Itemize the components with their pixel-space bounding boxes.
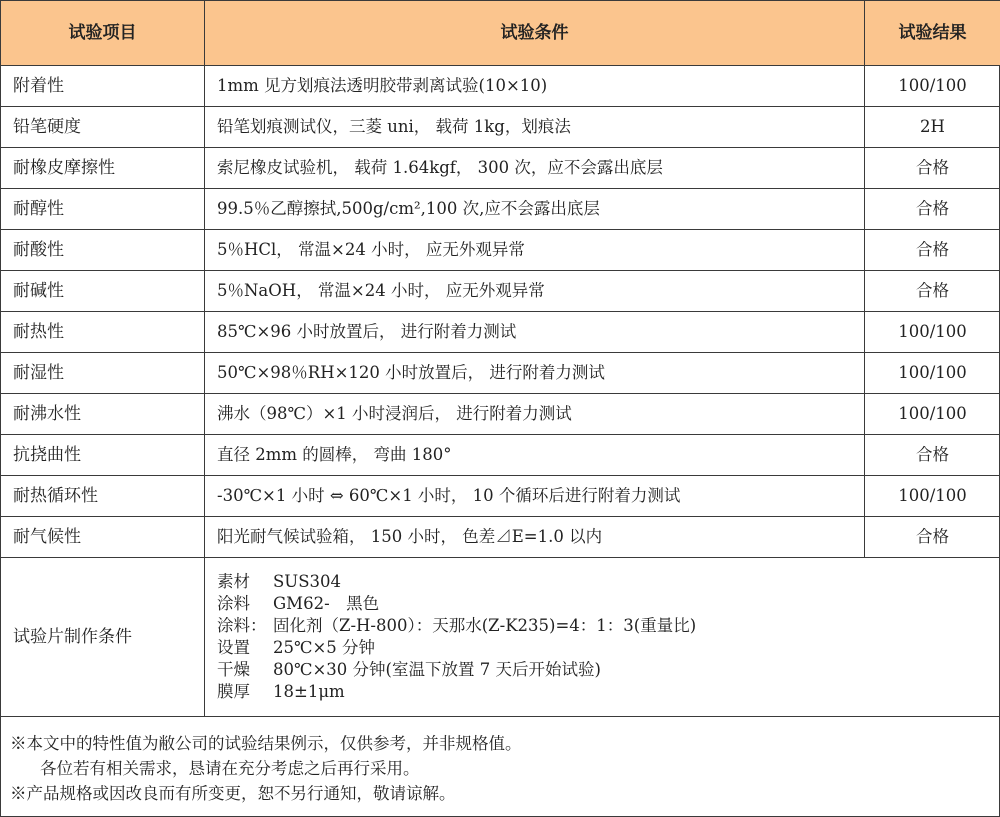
test-result-cell: 合格 xyxy=(865,189,1000,230)
test-item-cell: 耐酸性 xyxy=(1,230,205,271)
test-result-cell: 合格 xyxy=(865,517,1000,558)
header-test-item: 试验项目 xyxy=(1,1,205,66)
specimen-prep-conditions xyxy=(205,558,1000,717)
prep-line xyxy=(217,659,1000,681)
test-condition-cell: 阳光耐气候试验箱， 150 小时， 色差⊿E=1.0 以内 xyxy=(205,517,865,558)
specimen-prep-row xyxy=(1,558,1000,717)
prep-label: 干燥 xyxy=(217,660,250,679)
prep-value: 25℃×5 分钟 xyxy=(273,638,376,657)
test-condition-cell: 沸水（98℃）×1 小时浸润后， 进行附着力测试 xyxy=(205,394,865,435)
test-condition-cell: 50℃×98％RH×120 小时放置后， 进行附着力测试 xyxy=(205,353,865,394)
test-item-cell: 耐醇性 xyxy=(1,189,205,230)
table-row xyxy=(1,230,1000,271)
prep-line xyxy=(217,571,1000,593)
prep-value: 18±1μm xyxy=(273,682,345,701)
prep-value: GM62- 黑色 xyxy=(273,594,380,613)
test-condition-cell: -30℃×1 小时 ⇔ 60℃×1 小时， 10 个循环后进行附着力测试 xyxy=(205,476,865,517)
table-header-row xyxy=(1,1,1000,66)
test-item-cell: 耐热循环性 xyxy=(1,476,205,517)
test-item-cell: 耐热性 xyxy=(1,312,205,353)
test-item-cell: 抗挠曲性 xyxy=(1,435,205,476)
prep-value: 固化剂（Z-H-800）：天那水(Z-K235)=4：1：3(重量比) xyxy=(273,616,697,635)
test-result-cell: 100/100 xyxy=(865,312,1000,353)
test-result-cell: 100/100 xyxy=(865,66,1000,107)
disclaimer-notes xyxy=(0,718,1000,817)
note-line: 各位若有相关需求，恳请在充分考虑之后再行采用。 xyxy=(40,759,420,778)
table-row xyxy=(1,353,1000,394)
table-row xyxy=(1,189,1000,230)
test-result-cell: 100/100 xyxy=(865,394,1000,435)
table-row xyxy=(1,394,1000,435)
test-condition-cell: 索尼橡皮试验机， 载荷 1.64kgf， 300 次，应不会露出底层 xyxy=(205,148,865,189)
test-result-cell: 合格 xyxy=(865,230,1000,271)
test-result-cell: 100/100 xyxy=(865,476,1000,517)
test-result-cell: 合格 xyxy=(865,435,1000,476)
prep-label: 设置 xyxy=(217,638,250,657)
test-result-cell: 合格 xyxy=(865,271,1000,312)
test-item-cell: 耐湿性 xyxy=(1,353,205,394)
prep-label: 涂料： xyxy=(217,616,267,635)
test-condition-cell: 5％NaOH， 常温×24 小时， 应无外观异常 xyxy=(205,271,865,312)
prep-label: 素材 xyxy=(217,572,250,591)
prep-line xyxy=(217,637,1000,659)
table-row xyxy=(1,148,1000,189)
test-item-cell: 耐气候性 xyxy=(1,517,205,558)
prep-value: 80℃×30 分钟(室温下放置 7 天后开始试验) xyxy=(273,660,601,679)
prep-label: 膜厚 xyxy=(217,682,250,701)
table-row xyxy=(1,312,1000,353)
prep-value: SUS304 xyxy=(273,572,342,591)
header-test-condition: 试验条件 xyxy=(205,1,865,66)
table-row xyxy=(1,517,1000,558)
test-item-cell: 耐沸水性 xyxy=(1,394,205,435)
note-line: ※产品规格或因改良而有所变更，恕不另行通知，敬请谅解。 xyxy=(10,784,456,803)
header-test-result: 试验结果 xyxy=(865,1,1000,66)
test-condition-cell: 85℃×96 小时放置后， 进行附着力测试 xyxy=(205,312,865,353)
test-condition-cell: 99.5％乙醇擦拭,500g/cm²,100 次,应不会露出底层 xyxy=(205,189,865,230)
prep-line xyxy=(217,615,1000,637)
prep-label: 涂料 xyxy=(217,594,250,613)
table-row xyxy=(1,271,1000,312)
test-result-cell: 2H xyxy=(865,107,1000,148)
test-item-cell: 铅笔硬度 xyxy=(1,107,205,148)
test-condition-cell: 5％HCl， 常温×24 小时， 应无外观异常 xyxy=(205,230,865,271)
test-item-cell: 耐橡皮摩擦性 xyxy=(1,148,205,189)
test-item-cell: 附着性 xyxy=(1,66,205,107)
note-line: ※本文中的特性值为敝公司的试验结果例示，仅供参考，并非规格值。 xyxy=(10,734,522,753)
prep-line xyxy=(217,681,1000,703)
table-row xyxy=(1,476,1000,517)
test-condition-cell: 铅笔划痕测试仪，三菱 uni， 载荷 1kg，划痕法 xyxy=(205,107,865,148)
test-item-cell: 耐碱性 xyxy=(1,271,205,312)
table-row xyxy=(1,66,1000,107)
test-result-cell: 合格 xyxy=(865,148,1000,189)
test-condition-cell: 1mm 见方划痕法透明胶带剥离试验(10×10) xyxy=(205,66,865,107)
test-result-cell: 100/100 xyxy=(865,353,1000,394)
test-condition-cell: 直径 2mm 的圆棒， 弯曲 180° xyxy=(205,435,865,476)
table-row xyxy=(1,107,1000,148)
prep-line xyxy=(217,593,1000,615)
specimen-prep-title: 试验片制作条件 xyxy=(1,558,205,717)
table-row xyxy=(1,435,1000,476)
